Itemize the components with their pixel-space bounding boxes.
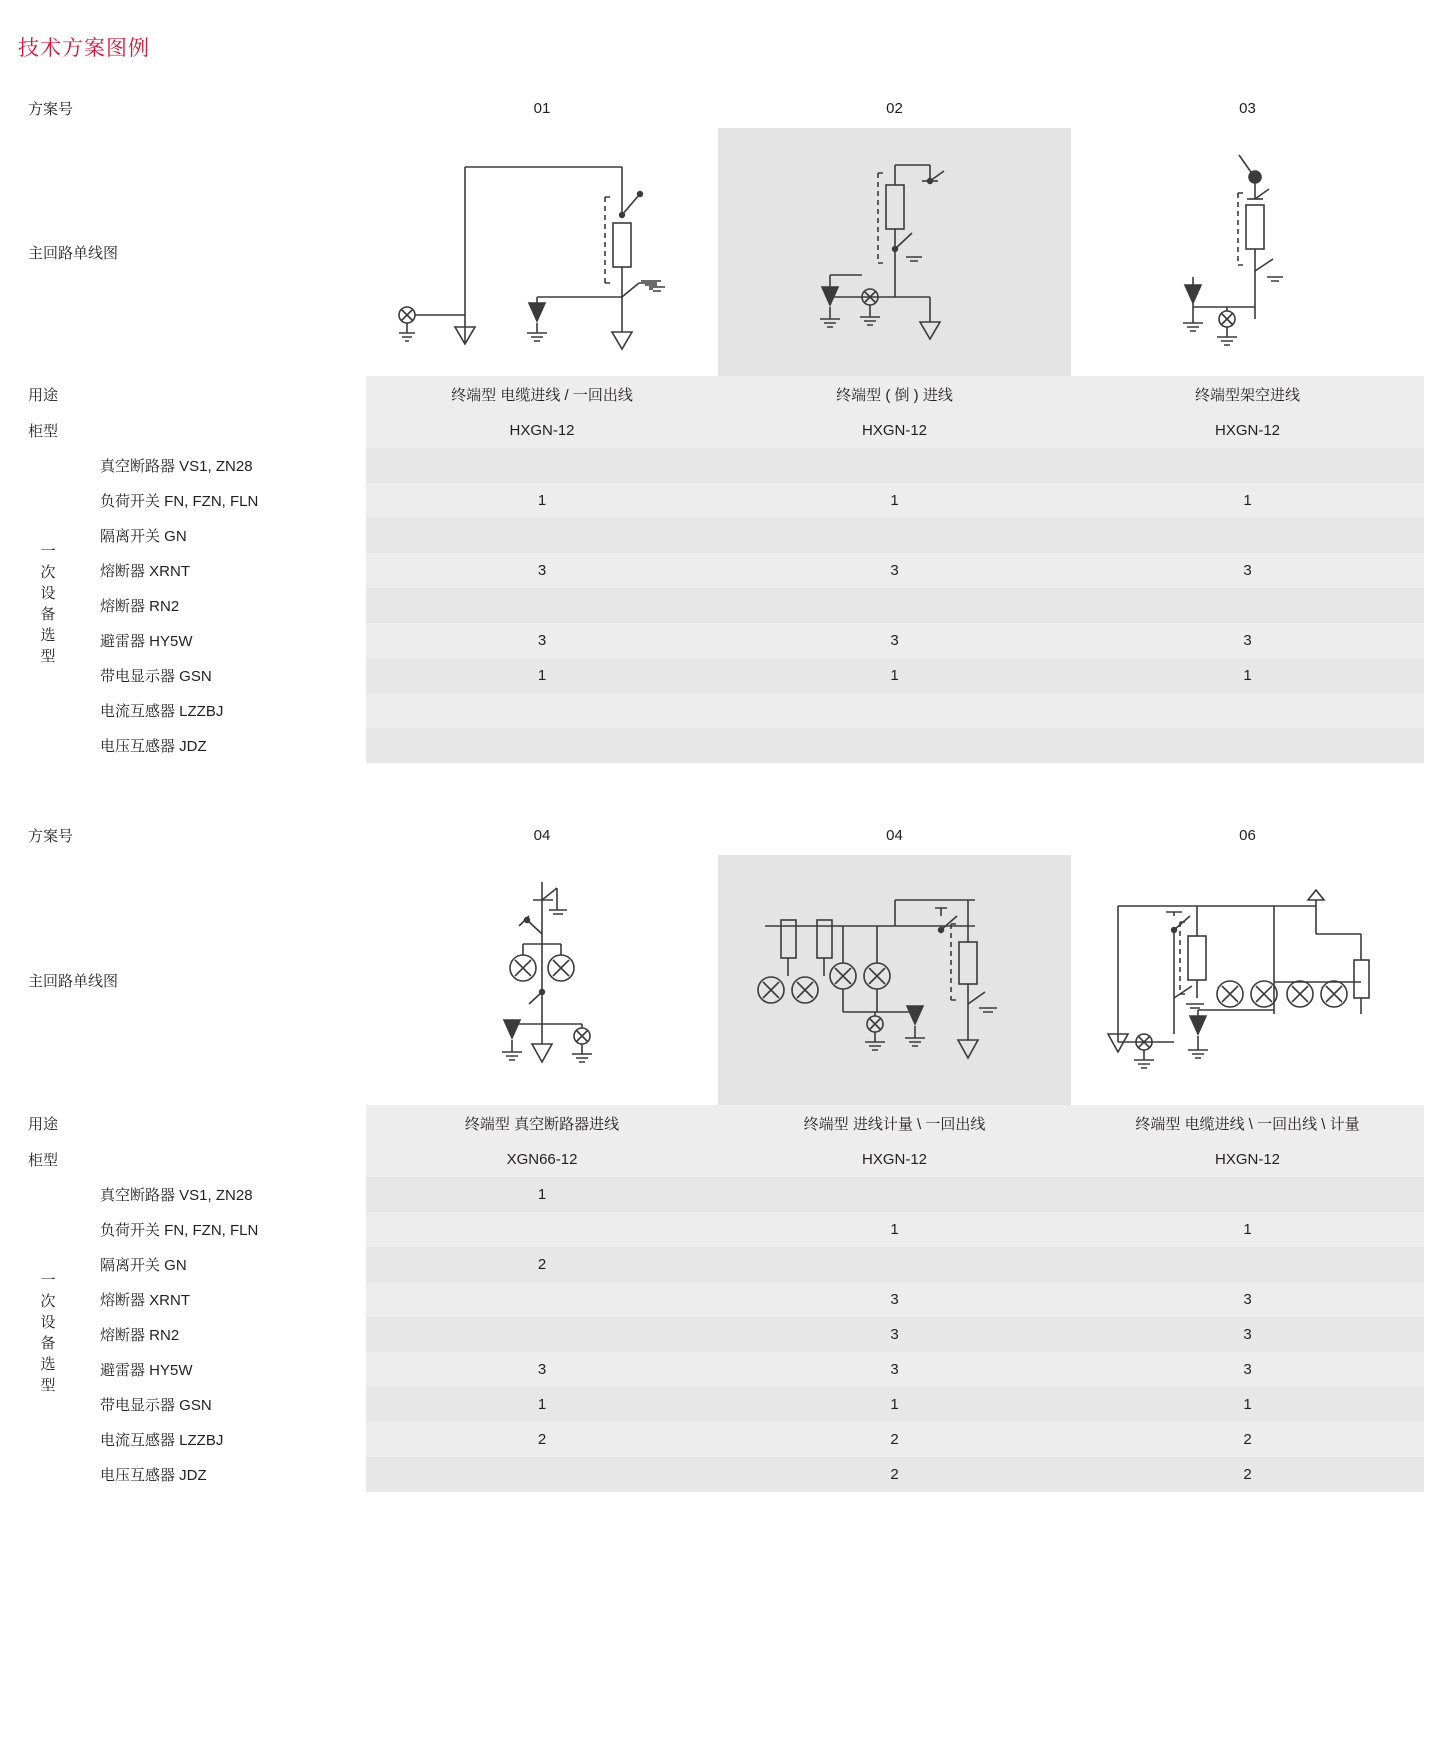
spec-name-3: 熔断器 XRNT <box>78 1282 366 1317</box>
spec-name-0: 真空断路器 VS1, ZN28 <box>78 1177 366 1212</box>
b1-c1-spec-6: 1 <box>718 658 1071 693</box>
spec-group-label-2 <box>16 1177 78 1492</box>
spec-name-4: 熔断器 RN2 <box>78 1317 366 1352</box>
header-scheme-01: 01 <box>366 88 718 128</box>
b2-c1-spec-8: 2 <box>718 1457 1071 1492</box>
spec-name-5: 避雷器 HY5W <box>78 623 366 658</box>
b2-c0-spec-0: 1 <box>366 1177 718 1212</box>
cabinet-04b: HXGN-12 <box>718 1141 1071 1177</box>
diagram-row <box>16 855 1424 1105</box>
circuit-diagram-04a <box>366 855 718 1105</box>
table-row <box>16 588 1424 623</box>
b1-c2-spec-0 <box>1071 448 1424 483</box>
b1-c0-spec-3: 3 <box>366 553 718 588</box>
b1-c2-spec-7 <box>1071 693 1424 728</box>
spec-name-0: 真空断路器 VS1, ZN28 <box>78 448 366 483</box>
b2-c2-spec-8: 2 <box>1071 1457 1424 1492</box>
row-label-cabinet: 柜型 <box>28 422 59 440</box>
spec-name-1: 负荷开关 FN, FZN, FLN <box>78 483 366 518</box>
row-label-usage: 用途 <box>28 386 59 404</box>
usage-row <box>16 1105 1424 1141</box>
usage-04b: 终端型 进线计量 \ 一回出线 <box>718 1105 1071 1141</box>
cabinet-04a: XGN66-12 <box>366 1141 718 1177</box>
spec-name-7: 电流互感器 LZZBJ <box>78 693 366 728</box>
usage-02: 终端型 ( 倒 ) 进线 <box>718 376 1071 412</box>
b1-c2-spec-1: 1 <box>1071 483 1424 518</box>
circuit-diagram-01 <box>366 128 718 376</box>
diagram-row <box>16 128 1424 376</box>
spec-name-8: 电压互感器 JDZ <box>78 728 366 763</box>
b2-c1-spec-0 <box>718 1177 1071 1212</box>
b2-c1-spec-6: 1 <box>718 1387 1071 1422</box>
b1-c2-spec-5: 3 <box>1071 623 1424 658</box>
b1-c2-spec-3: 3 <box>1071 553 1424 588</box>
circuit-diagram-04b <box>718 855 1071 1105</box>
b2-c0-spec-3 <box>366 1282 718 1317</box>
spec-name-4: 熔断器 RN2 <box>78 588 366 623</box>
b2-c2-spec-4: 3 <box>1071 1317 1424 1352</box>
header-scheme-04b: 04 <box>718 815 1071 855</box>
b2-c2-spec-6: 1 <box>1071 1387 1424 1422</box>
b2-c0-spec-5: 3 <box>366 1352 718 1387</box>
usage-03: 终端型架空进线 <box>1071 376 1424 412</box>
spec-name-8: 电压互感器 JDZ <box>78 1457 366 1492</box>
b2-c0-spec-7: 2 <box>366 1422 718 1457</box>
b2-c0-spec-4 <box>366 1317 718 1352</box>
cabinet-06: HXGN-12 <box>1071 1141 1424 1177</box>
b2-c2-spec-7: 2 <box>1071 1422 1424 1457</box>
spec-group-label-text-2: 一次设备选型 <box>38 1271 56 1398</box>
b1-c0-spec-8 <box>366 728 718 763</box>
cabinet-02: HXGN-12 <box>718 412 1071 448</box>
b2-c1-spec-2 <box>718 1247 1071 1282</box>
table-row <box>16 1387 1424 1422</box>
b2-c2-spec-2 <box>1071 1247 1424 1282</box>
table-row <box>16 658 1424 693</box>
b2-c0-spec-6: 1 <box>366 1387 718 1422</box>
b1-c1-spec-7 <box>718 693 1071 728</box>
cabinet-03: HXGN-12 <box>1071 412 1424 448</box>
table-row <box>16 623 1424 658</box>
spec-group-label <box>16 448 78 763</box>
scheme-table-1 <box>16 88 1424 763</box>
b1-c1-spec-1: 1 <box>718 483 1071 518</box>
table-row <box>16 728 1424 763</box>
b1-c0-spec-5: 3 <box>366 623 718 658</box>
b2-c0-spec-2: 2 <box>366 1247 718 1282</box>
table-row <box>16 448 1424 483</box>
b2-c1-spec-3: 3 <box>718 1282 1071 1317</box>
table-row <box>16 1247 1424 1282</box>
row-label-cabinet-2: 柜型 <box>28 1151 59 1169</box>
table-row <box>16 1422 1424 1457</box>
b2-c1-spec-1: 1 <box>718 1212 1071 1247</box>
table-row <box>16 693 1424 728</box>
table-row <box>16 1457 1424 1492</box>
table-row <box>16 518 1424 553</box>
b2-c2-spec-1: 1 <box>1071 1212 1424 1247</box>
header-scheme-06: 06 <box>1071 815 1424 855</box>
spec-name-7: 电流互感器 LZZBJ <box>78 1422 366 1457</box>
b2-c2-spec-0 <box>1071 1177 1424 1212</box>
circuit-diagram-06 <box>1071 855 1424 1105</box>
table-row <box>16 1282 1424 1317</box>
b1-c0-spec-2 <box>366 518 718 553</box>
b1-c1-spec-3: 3 <box>718 553 1071 588</box>
b1-c2-spec-8 <box>1071 728 1424 763</box>
scheme-table-2 <box>16 815 1424 1492</box>
b1-c1-spec-5: 3 <box>718 623 1071 658</box>
spec-name-6: 带电显示器 GSN <box>78 658 366 693</box>
spec-name-6: 带电显示器 GSN <box>78 1387 366 1422</box>
table-row <box>16 553 1424 588</box>
b2-c1-spec-5: 3 <box>718 1352 1071 1387</box>
row-label-diagram-2: 主回路单线图 <box>16 855 366 1105</box>
table-row <box>16 1317 1424 1352</box>
header-scheme-no-2: 方案号 <box>16 815 366 855</box>
header-scheme-04a: 04 <box>366 815 718 855</box>
table-header-row <box>16 88 1424 128</box>
b1-c2-spec-6: 1 <box>1071 658 1424 693</box>
b1-c0-spec-7 <box>366 693 718 728</box>
table-row <box>16 1212 1424 1247</box>
usage-04a: 终端型 真空断路器进线 <box>366 1105 718 1141</box>
spec-name-3: 熔断器 XRNT <box>78 553 366 588</box>
cabinet-01: HXGN-12 <box>366 412 718 448</box>
table-header-row <box>16 815 1424 855</box>
header-scheme-no: 方案号 <box>16 88 366 128</box>
spec-name-5: 避雷器 HY5W <box>78 1352 366 1387</box>
b2-c0-spec-8 <box>366 1457 718 1492</box>
b2-c1-spec-7: 2 <box>718 1422 1071 1457</box>
table-row <box>16 1352 1424 1387</box>
cabinet-row <box>16 412 1424 448</box>
usage-06: 终端型 电缆进线 \ 一回出线 \ 计量 <box>1071 1105 1424 1141</box>
b1-c2-spec-2 <box>1071 518 1424 553</box>
spec-name-2: 隔离开关 GN <box>78 1247 366 1282</box>
b1-c0-spec-0 <box>366 448 718 483</box>
spec-group-label-text: 一次设备选型 <box>38 542 56 669</box>
spec-name-1: 负荷开关 FN, FZN, FLN <box>78 1212 366 1247</box>
usage-row <box>16 376 1424 412</box>
page-title: 技术方案图例 <box>18 37 150 60</box>
b2-c2-spec-5: 3 <box>1071 1352 1424 1387</box>
header-scheme-02: 02 <box>718 88 1071 128</box>
b1-c2-spec-4 <box>1071 588 1424 623</box>
table-row <box>16 1177 1424 1212</box>
b2-c1-spec-4: 3 <box>718 1317 1071 1352</box>
b1-c0-spec-4 <box>366 588 718 623</box>
b1-c1-spec-4 <box>718 588 1071 623</box>
table-row <box>16 483 1424 518</box>
usage-01: 终端型 电缆进线 / 一回出线 <box>366 376 718 412</box>
b1-c1-spec-0 <box>718 448 1071 483</box>
row-label-usage-2: 用途 <box>28 1115 59 1133</box>
cabinet-row <box>16 1141 1424 1177</box>
spec-name-2: 隔离开关 GN <box>78 518 366 553</box>
b1-c1-spec-8 <box>718 728 1071 763</box>
circuit-diagram-03 <box>1071 128 1424 376</box>
b1-c0-spec-6: 1 <box>366 658 718 693</box>
b1-c0-spec-1: 1 <box>366 483 718 518</box>
circuit-diagram-02 <box>718 128 1071 376</box>
row-label-diagram: 主回路单线图 <box>16 128 366 376</box>
header-scheme-03: 03 <box>1071 88 1424 128</box>
b2-c2-spec-3: 3 <box>1071 1282 1424 1317</box>
b1-c1-spec-2 <box>718 518 1071 553</box>
b2-c0-spec-1 <box>366 1212 718 1247</box>
